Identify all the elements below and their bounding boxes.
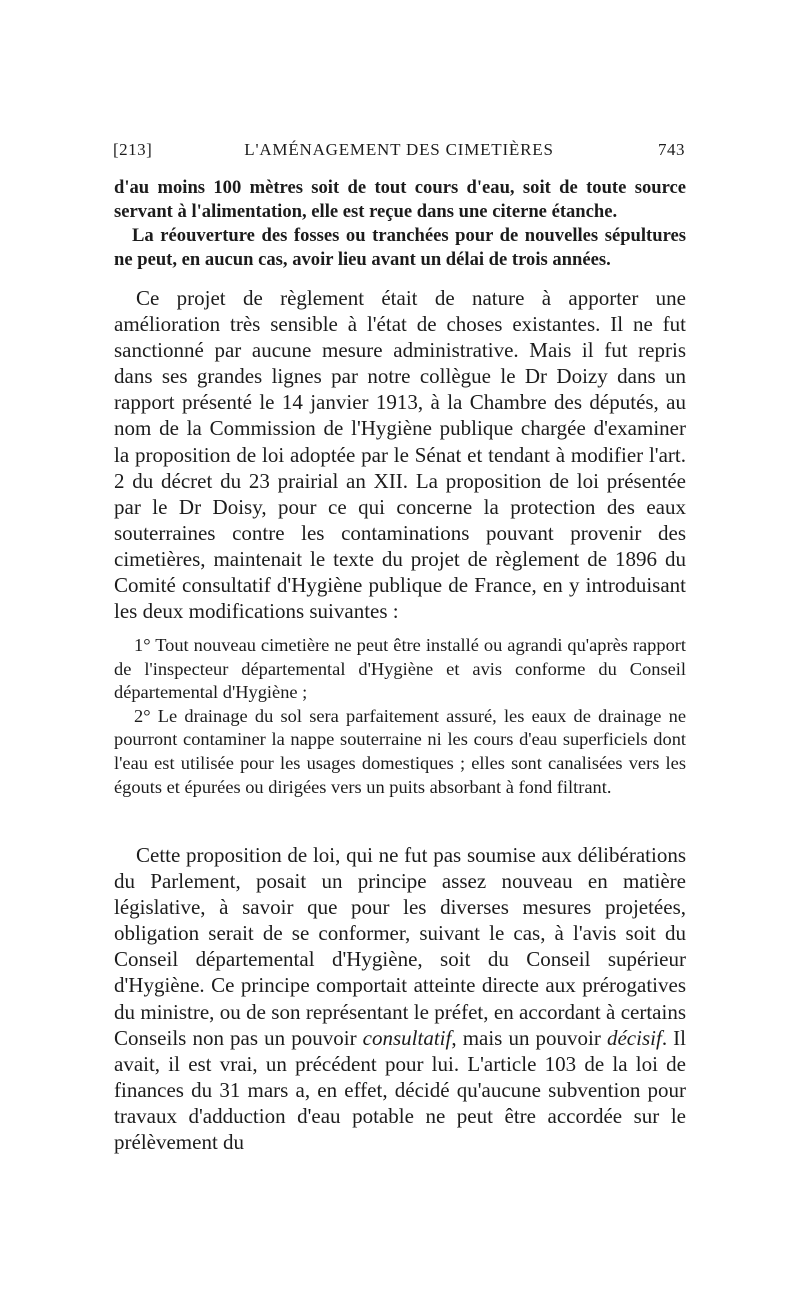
page-reference: [213] bbox=[113, 140, 153, 159]
paragraph: d'au moins 100 mètres soit de tout cours d'eau, soit de toute source servant à l'alimentation, elle est reçue dans une citerne étanche. bbox=[114, 177, 686, 222]
italic-term: consultatif bbox=[362, 1025, 452, 1050]
running-title: L'AMÉNAGEMENT DES CIMETIÈRES bbox=[244, 140, 554, 159]
list-item: 2° Le drainage du sol sera parfaitement assuré, les eaux de drainage ne pourront contaminer la nappe souterraine ni les cours d'eau superficiels dont l'eau est utilisée pour les usages domestiques ; elles sont canalisées vers les égouts et épurées ou dirigées vers un puits absorbant à fond filtrant. bbox=[114, 705, 686, 797]
paragraph bbox=[114, 842, 686, 1155]
paragraph: La réouverture des fosses ou tranchées pour de nouvelles sépultures ne peut, en aucun cas, avoir lieu avant un délai de trois années. bbox=[114, 225, 686, 270]
italic-term: décisif bbox=[606, 1025, 662, 1050]
text-run: . Il avait, il est vrai, un précédent pour lui. L'article 103 de la loi de finances du 31 mars a, en effet, décidé qu'aucune subvention pour travaux d'adduction d'eau potable ne peut être accordée sur le prélèvement du bbox=[114, 1025, 686, 1155]
paragraph: Ce projet de règlement était de nature à apporter une amélioration très sensible à l'état de choses existantes. Il ne fut sanctionné par aucune mesure administrative. Mais il fut repris dans ses grandes lignes par notre collègue le Dr Doizy dans un rapport présenté le 14 janvier 1913, à la Chambre des députés, au nom de la Commission de l'Hygiène publique chargée d'examiner la proposition de loi adoptée par le Sénat et tendant à modifier l'art. 2 du décret du 23 prairial an XII. La proposition de loi présentée par le Dr Doisy, pour ce qui concerne la protection des eaux souterraines contre les contaminations pouvant provenir des cimetières, maintenait le texte du projet de règlement de 1896 du Comité consultatif d'Hygiène publique de France, en y introduisant les deux modifications suivantes : bbox=[114, 286, 686, 624]
text-run: Cette proposition de loi, qui ne fut pas soumise aux délibérations du Parlement, posait un principe assez nouveau en matière législative, à savoir que pour les diverses mesures projetées, obligation serait de se conformer, suivant le cas, à l'avis soit du Conseil départemental d'Hygiène, soit du Conseil supérieur d'Hygiène. Ce principe comportait atteinte directe aux prérogatives du ministre, ou de son représentant le préfet, en accordant à certains Conseils non pas un pouvoir bbox=[114, 843, 686, 1050]
text-run: , mais un pouvoir bbox=[451, 1025, 607, 1050]
body-paragraph bbox=[114, 842, 686, 1155]
modifications-list bbox=[114, 634, 686, 799]
regulation-excerpt bbox=[114, 176, 686, 272]
page-number: 743 bbox=[658, 140, 685, 159]
body-paragraph bbox=[114, 285, 686, 624]
list-item: 1° Tout nouveau cimetière ne peut être installé ou agrandi qu'après rapport de l'inspecteur départemental d'Hygiène et avis conforme du Conseil départemental d'Hygiène ; bbox=[114, 635, 686, 703]
